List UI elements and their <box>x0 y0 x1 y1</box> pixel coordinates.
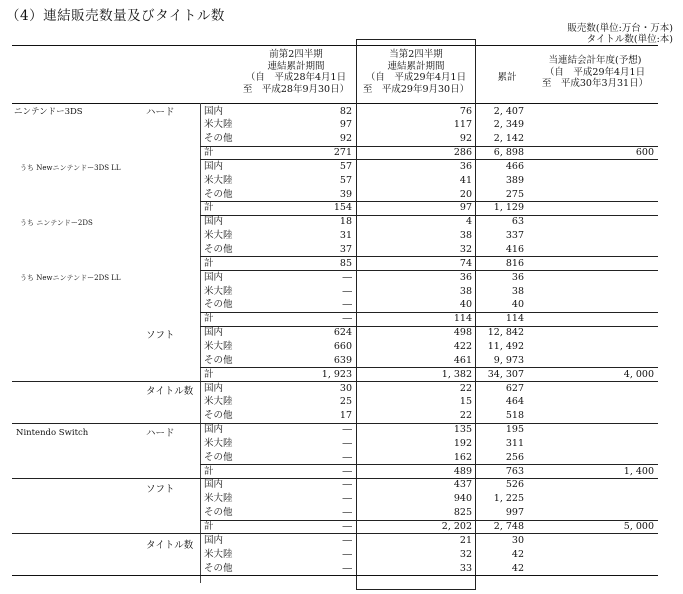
forecast-value-cell <box>532 409 654 423</box>
region-cell: 国内 <box>204 105 224 117</box>
prev-value-cell: 57 <box>339 160 352 172</box>
prev-value-cell: 17 <box>339 410 352 422</box>
region-cell: 国内 <box>204 160 224 172</box>
category-3ds-titles: タイトル数 <box>146 386 194 397</box>
prev-value-cell: 57 <box>339 174 352 186</box>
table-top-rule <box>12 45 658 46</box>
cumulative-value-cell: 997 <box>505 507 524 519</box>
forecast-value-cell <box>532 534 654 548</box>
forecast-value-cell <box>532 271 654 285</box>
subtotal-rule <box>200 312 658 313</box>
prev-value-cell: 85 <box>339 257 352 269</box>
curr-value-cell: 192 <box>453 437 472 449</box>
curr-value-cell: 489 <box>453 465 472 477</box>
curr-value-cell: 76 <box>459 105 472 117</box>
cumulative-value-cell: 9, 973 <box>493 354 524 366</box>
cumulative-value-cell: 256 <box>505 451 524 463</box>
region-cell: その他 <box>204 188 233 200</box>
forecast-value-cell: 600 <box>635 147 654 159</box>
forecast-value-cell <box>532 492 654 506</box>
cumulative-value-cell: 627 <box>505 382 524 394</box>
forecast-value-cell <box>532 451 654 465</box>
cumulative-value-cell: 36 <box>511 271 524 283</box>
category-switch-titles: タイトル数 <box>146 540 194 551</box>
product-new3dsll: うち Newニンテンドー3DS LL <box>20 164 121 172</box>
region-cell: 国内 <box>204 216 224 228</box>
category-3ds-soft: ソフト <box>146 330 175 341</box>
cumulative-value-cell: 11, 492 <box>487 340 524 352</box>
region-cell: その他 <box>204 562 233 574</box>
prev-value-cell: 154 <box>333 202 352 214</box>
prev-value-cell: 624 <box>333 327 352 339</box>
forecast-value-cell <box>532 340 654 354</box>
cumulative-value-cell: 518 <box>505 410 524 422</box>
region-cell: 計 <box>204 202 214 214</box>
curr-value-cell: 74 <box>459 257 472 269</box>
cumulative-value-cell: 816 <box>505 257 524 269</box>
prev-value-cell: 92 <box>339 133 352 145</box>
block-rule <box>200 270 658 271</box>
category-switch-hard: ハード <box>146 428 175 439</box>
cumulative-value-cell: 2, 349 <box>493 119 524 131</box>
curr-value-cell: 461 <box>453 354 472 366</box>
curr-value-cell: 38 <box>459 285 472 297</box>
forecast-value-cell <box>532 548 654 562</box>
region-cell: 国内 <box>204 534 224 546</box>
forecast-value-cell <box>532 243 654 257</box>
region-cell: 国内 <box>204 424 224 436</box>
header-current-period: 当第2四半期 連結累計期間 （自 平成29年4月1日 至 平成29年9月30日） <box>362 49 470 95</box>
curr-value-cell: 940 <box>453 493 472 505</box>
block-rule <box>200 215 658 216</box>
curr-value-cell: 36 <box>459 160 472 172</box>
region-cell: 計 <box>204 313 214 325</box>
cumulative-value-cell: 2, 142 <box>493 133 524 145</box>
subtotal-rule <box>200 367 658 368</box>
forecast-value-cell <box>532 188 654 202</box>
forecast-value-cell <box>532 132 654 146</box>
curr-value-cell: 117 <box>453 119 472 131</box>
forecast-value-cell <box>532 257 654 271</box>
page-title: （4）連結販売数量及びタイトル数 <box>6 8 225 24</box>
cumulative-value-cell: 275 <box>505 188 524 200</box>
curr-value-cell: 114 <box>453 313 472 325</box>
prev-value-cell: ― <box>342 479 352 491</box>
prev-value-cell: ― <box>342 271 352 283</box>
category-rule <box>12 423 658 424</box>
curr-value-cell: 135 <box>453 424 472 436</box>
region-cell: その他 <box>204 354 233 366</box>
subtotal-rule <box>200 520 658 521</box>
curr-value-cell: 36 <box>459 271 472 283</box>
curr-value-cell: 22 <box>459 410 472 422</box>
table-bottom-rule <box>12 575 658 576</box>
prev-value-cell: ― <box>342 313 352 325</box>
prev-value-cell: ― <box>342 507 352 519</box>
region-cell: 米大陸 <box>204 285 233 297</box>
curr-value-cell: 20 <box>459 188 472 200</box>
cumulative-value-cell: 12, 842 <box>487 327 524 339</box>
cumulative-value-cell: 2, 748 <box>493 521 524 532</box>
header-previous-period: 前第2四半期 連結累計期間 （自 平成28年4月1日 至 平成28年9月30日） <box>242 49 350 95</box>
category-switch-soft: ソフト <box>146 484 175 495</box>
category-rule <box>12 533 658 534</box>
subtotal-rule <box>200 464 658 465</box>
product-2ds: うち ニンテンドー2DS <box>20 219 93 227</box>
forecast-value-cell <box>532 506 654 520</box>
prev-value-cell: ― <box>342 521 352 532</box>
curr-value-cell: 286 <box>453 147 472 159</box>
unit-note-titles: タイトル数(単位:本) <box>586 34 673 45</box>
forecast-value-cell <box>532 298 654 312</box>
forecast-value-cell <box>532 395 654 409</box>
region-cell: 国内 <box>204 479 224 491</box>
curr-value-cell: 22 <box>459 382 472 394</box>
curr-value-cell: 32 <box>459 548 472 560</box>
region-cell: 国内 <box>204 327 224 339</box>
region-cell: その他 <box>204 244 233 255</box>
prev-value-cell: 639 <box>333 354 352 366</box>
forecast-value-cell <box>532 478 654 492</box>
prev-value-cell: ― <box>342 451 352 463</box>
forecast-value-cell: 4, 000 <box>623 368 654 380</box>
cumulative-value-cell: 466 <box>505 160 524 172</box>
forecast-value-cell: 5, 000 <box>623 521 654 532</box>
region-cell: 計 <box>204 521 214 532</box>
prev-value-cell: ― <box>342 562 352 574</box>
prev-value-cell: 271 <box>333 147 352 159</box>
cumulative-value-cell: 1, 129 <box>493 202 524 214</box>
cumulative-value-cell: 2, 407 <box>493 105 524 117</box>
forecast-value-cell <box>532 562 654 576</box>
cumulative-value-cell: 311 <box>505 437 524 449</box>
cumulative-value-cell: 526 <box>505 479 524 491</box>
forecast-value-cell <box>532 201 654 215</box>
region-cell: 米大陸 <box>204 174 233 186</box>
header-cumulative: 累計 <box>497 72 517 83</box>
forecast-value-cell <box>532 118 654 132</box>
header-forecast: 当連結会計年度(予想) （自 平成29年4月1日 至 平成30年3月31日） <box>541 55 649 89</box>
prev-value-cell: 660 <box>333 340 352 352</box>
prev-value-cell: 37 <box>339 244 352 255</box>
block-rule <box>200 159 658 160</box>
prev-value-cell: 39 <box>339 188 352 200</box>
curr-value-cell: 21 <box>459 534 472 546</box>
region-cell: 国内 <box>204 382 224 394</box>
prev-value-cell: ― <box>342 534 352 546</box>
curr-value-cell: 825 <box>453 507 472 519</box>
prev-value-cell: 31 <box>339 230 352 242</box>
forecast-value-cell <box>532 437 654 451</box>
category-rule <box>12 381 658 382</box>
subtotal-rule <box>200 201 658 202</box>
cumulative-value-cell: 416 <box>505 244 524 255</box>
prev-value-cell: ― <box>342 424 352 436</box>
cumulative-value-cell: 42 <box>511 562 524 574</box>
curr-value-cell: 498 <box>453 327 472 339</box>
prev-value-cell: ― <box>342 437 352 449</box>
cumulative-value-cell: 195 <box>505 424 524 436</box>
cumulative-value-cell: 30 <box>511 534 524 546</box>
cumulative-value-cell: 1, 225 <box>493 493 524 505</box>
forecast-value-cell <box>532 215 654 229</box>
curr-value-cell: 15 <box>459 396 472 408</box>
curr-value-cell: 32 <box>459 244 472 255</box>
forecast-value-cell: 1, 400 <box>623 465 654 477</box>
cumulative-value-cell: 337 <box>505 230 524 242</box>
cumulative-value-cell: 114 <box>505 313 524 325</box>
prev-value-cell: 1, 923 <box>321 368 352 380</box>
curr-value-cell: 422 <box>453 340 472 352</box>
cumulative-value-cell: 763 <box>505 465 524 477</box>
prev-value-cell: ― <box>342 548 352 560</box>
region-cell: その他 <box>204 451 233 463</box>
region-cell: 計 <box>204 465 214 477</box>
forecast-value-cell <box>532 174 654 188</box>
region-cell: その他 <box>204 133 233 145</box>
curr-value-cell: 41 <box>459 174 472 186</box>
curr-value-cell: 97 <box>459 202 472 214</box>
prev-value-cell: ― <box>342 465 352 477</box>
curr-value-cell: 4 <box>465 216 472 228</box>
category-rule <box>12 478 658 479</box>
region-cell: 米大陸 <box>204 396 233 408</box>
prev-value-cell: 82 <box>339 105 352 117</box>
block-rule <box>200 326 658 327</box>
curr-value-cell: 162 <box>453 451 472 463</box>
region-cell: その他 <box>204 507 233 519</box>
prev-value-cell: 97 <box>339 119 352 131</box>
unit-note-sales: 販売数(単位:万台・万本) <box>567 23 673 34</box>
prev-value-cell: ― <box>342 493 352 505</box>
region-cell: 米大陸 <box>204 230 233 242</box>
forecast-value-cell <box>532 312 654 326</box>
forecast-value-cell <box>532 285 654 299</box>
curr-value-cell: 437 <box>453 479 472 491</box>
forecast-value-cell <box>532 229 654 243</box>
region-cell: 計 <box>204 147 214 159</box>
forecast-value-cell <box>532 105 654 119</box>
prev-value-cell: 18 <box>339 216 352 228</box>
cumulative-value-cell: 389 <box>505 174 524 186</box>
product-new2dsll: うち Newニンテンドー2DS LL <box>20 274 121 282</box>
curr-value-cell: 38 <box>459 230 472 242</box>
region-cell: 米大陸 <box>204 437 233 449</box>
product-3ds: ニンテンドー3DS <box>14 107 83 117</box>
region-cell: 米大陸 <box>204 548 233 560</box>
prev-value-cell: 25 <box>339 396 352 408</box>
forecast-value-cell <box>532 382 654 396</box>
cumulative-value-cell: 6, 898 <box>493 147 524 159</box>
subtotal-rule <box>200 146 658 147</box>
prev-value-cell: ― <box>342 285 352 297</box>
region-column-divider <box>200 103 201 583</box>
curr-value-cell: 2, 202 <box>441 521 472 532</box>
cumulative-value-cell: 38 <box>511 285 524 297</box>
curr-value-cell: 92 <box>459 133 472 145</box>
region-cell: 米大陸 <box>204 493 233 505</box>
region-cell: 国内 <box>204 271 224 283</box>
region-cell: その他 <box>204 410 233 422</box>
region-cell: その他 <box>204 299 233 311</box>
prev-value-cell: 30 <box>339 382 352 394</box>
subtotal-rule <box>200 256 658 257</box>
forecast-value-cell <box>532 326 654 340</box>
region-cell: 米大陸 <box>204 340 233 352</box>
forecast-value-cell <box>532 354 654 368</box>
product-switch: Nintendo Switch <box>16 428 89 438</box>
curr-value-cell: 1, 382 <box>441 368 472 380</box>
cumulative-value-cell: 34, 307 <box>487 368 524 380</box>
curr-value-cell: 33 <box>459 562 472 574</box>
cumulative-value-cell: 42 <box>511 548 524 560</box>
region-cell: 米大陸 <box>204 119 233 131</box>
cumulative-value-cell: 464 <box>505 396 524 408</box>
curr-value-cell: 40 <box>459 299 472 311</box>
cumulative-value-cell: 40 <box>511 299 524 311</box>
forecast-value-cell <box>532 160 654 174</box>
category-3ds-hard: ハード <box>146 107 175 118</box>
region-cell: 計 <box>204 257 214 269</box>
prev-value-cell: ― <box>342 299 352 311</box>
forecast-value-cell <box>532 423 654 437</box>
cumulative-value-cell: 63 <box>511 216 524 228</box>
region-cell: 計 <box>204 368 214 380</box>
